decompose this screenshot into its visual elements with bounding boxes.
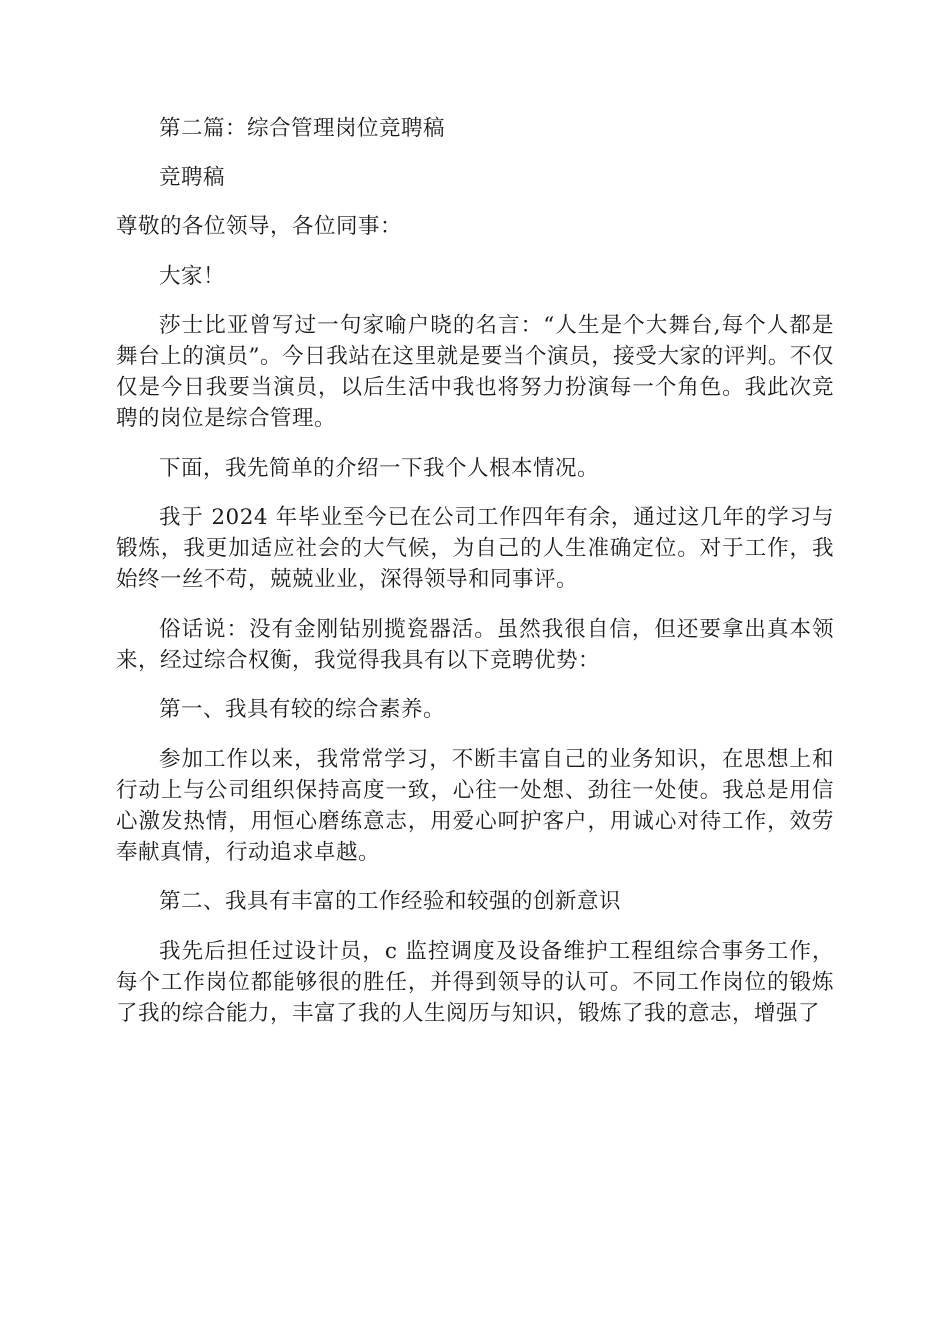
paragraph-background: 我于 2024 年毕业至今已在公司工作四年有余，通过这几年的学习与锻炼，我更加适应社会的大气候，为自己的人生准确定位。对于工作，我始终一丝不苟，兢兢业业，深得领导和同事评。: [116, 505, 834, 592]
greeting: 大家！: [159, 263, 226, 289]
document-title: 第二篇：综合管理岗位竞聘稿: [159, 116, 446, 141]
paragraph-point-two: 第二、我具有丰富的工作经验和较强的创新意识: [159, 889, 622, 914]
paragraph-advantages: 俗话说：没有金刚钻别揽瓷器活。虽然我很自信，但还要拿出真本领来，经过综合权衡，我觉得我具有以下竞聘优势：: [116, 616, 834, 673]
paragraph-intro: 下面，我先简单的介绍一下我个人根本情况。: [159, 455, 600, 481]
paragraph-point-one-detail: 参加工作以来，我常常学习，不断丰富自己的业务知识，在思想上和行动上与公司组织保持高度一致，心往一处想、劲往一处使。我总是用信心激发热情，用恒心磨练意志，用爱心呵护客户，用诚心对待工作，效劳奉献真情，行动追求卓越。: [116, 746, 834, 865]
document-subtitle: 竞聘稿: [159, 165, 226, 190]
salutation: 尊敬的各位领导，各位同事：: [116, 214, 403, 239]
paragraph-point-two-detail: 我先后担任过设计员，c 监控调度及设备维护工程组综合事务工作，每个工作岗位都能够很的胜任，并得到领导的认可。不同工作岗位的锻炼了我的综合能力，丰富了我的人生阅历与知识，锻炼了我的意志，增强了: [116, 938, 834, 1026]
paragraph-quote: 莎士比亚曾写过一句家喻户晓的名言：“人生是个大舞台,每个人都是舞台上的演员”。今日我站在这里就是要当个演员，接受大家的评判。不仅仅是今日我要当演员，以后生活中我也将努力扮演每一个角色。我此次竞聘的岗位是综合管理。: [116, 313, 834, 431]
document-page: [116, 113, 834, 1047]
paragraph-point-one: 第一、我具有较的综合素养。: [159, 697, 446, 722]
